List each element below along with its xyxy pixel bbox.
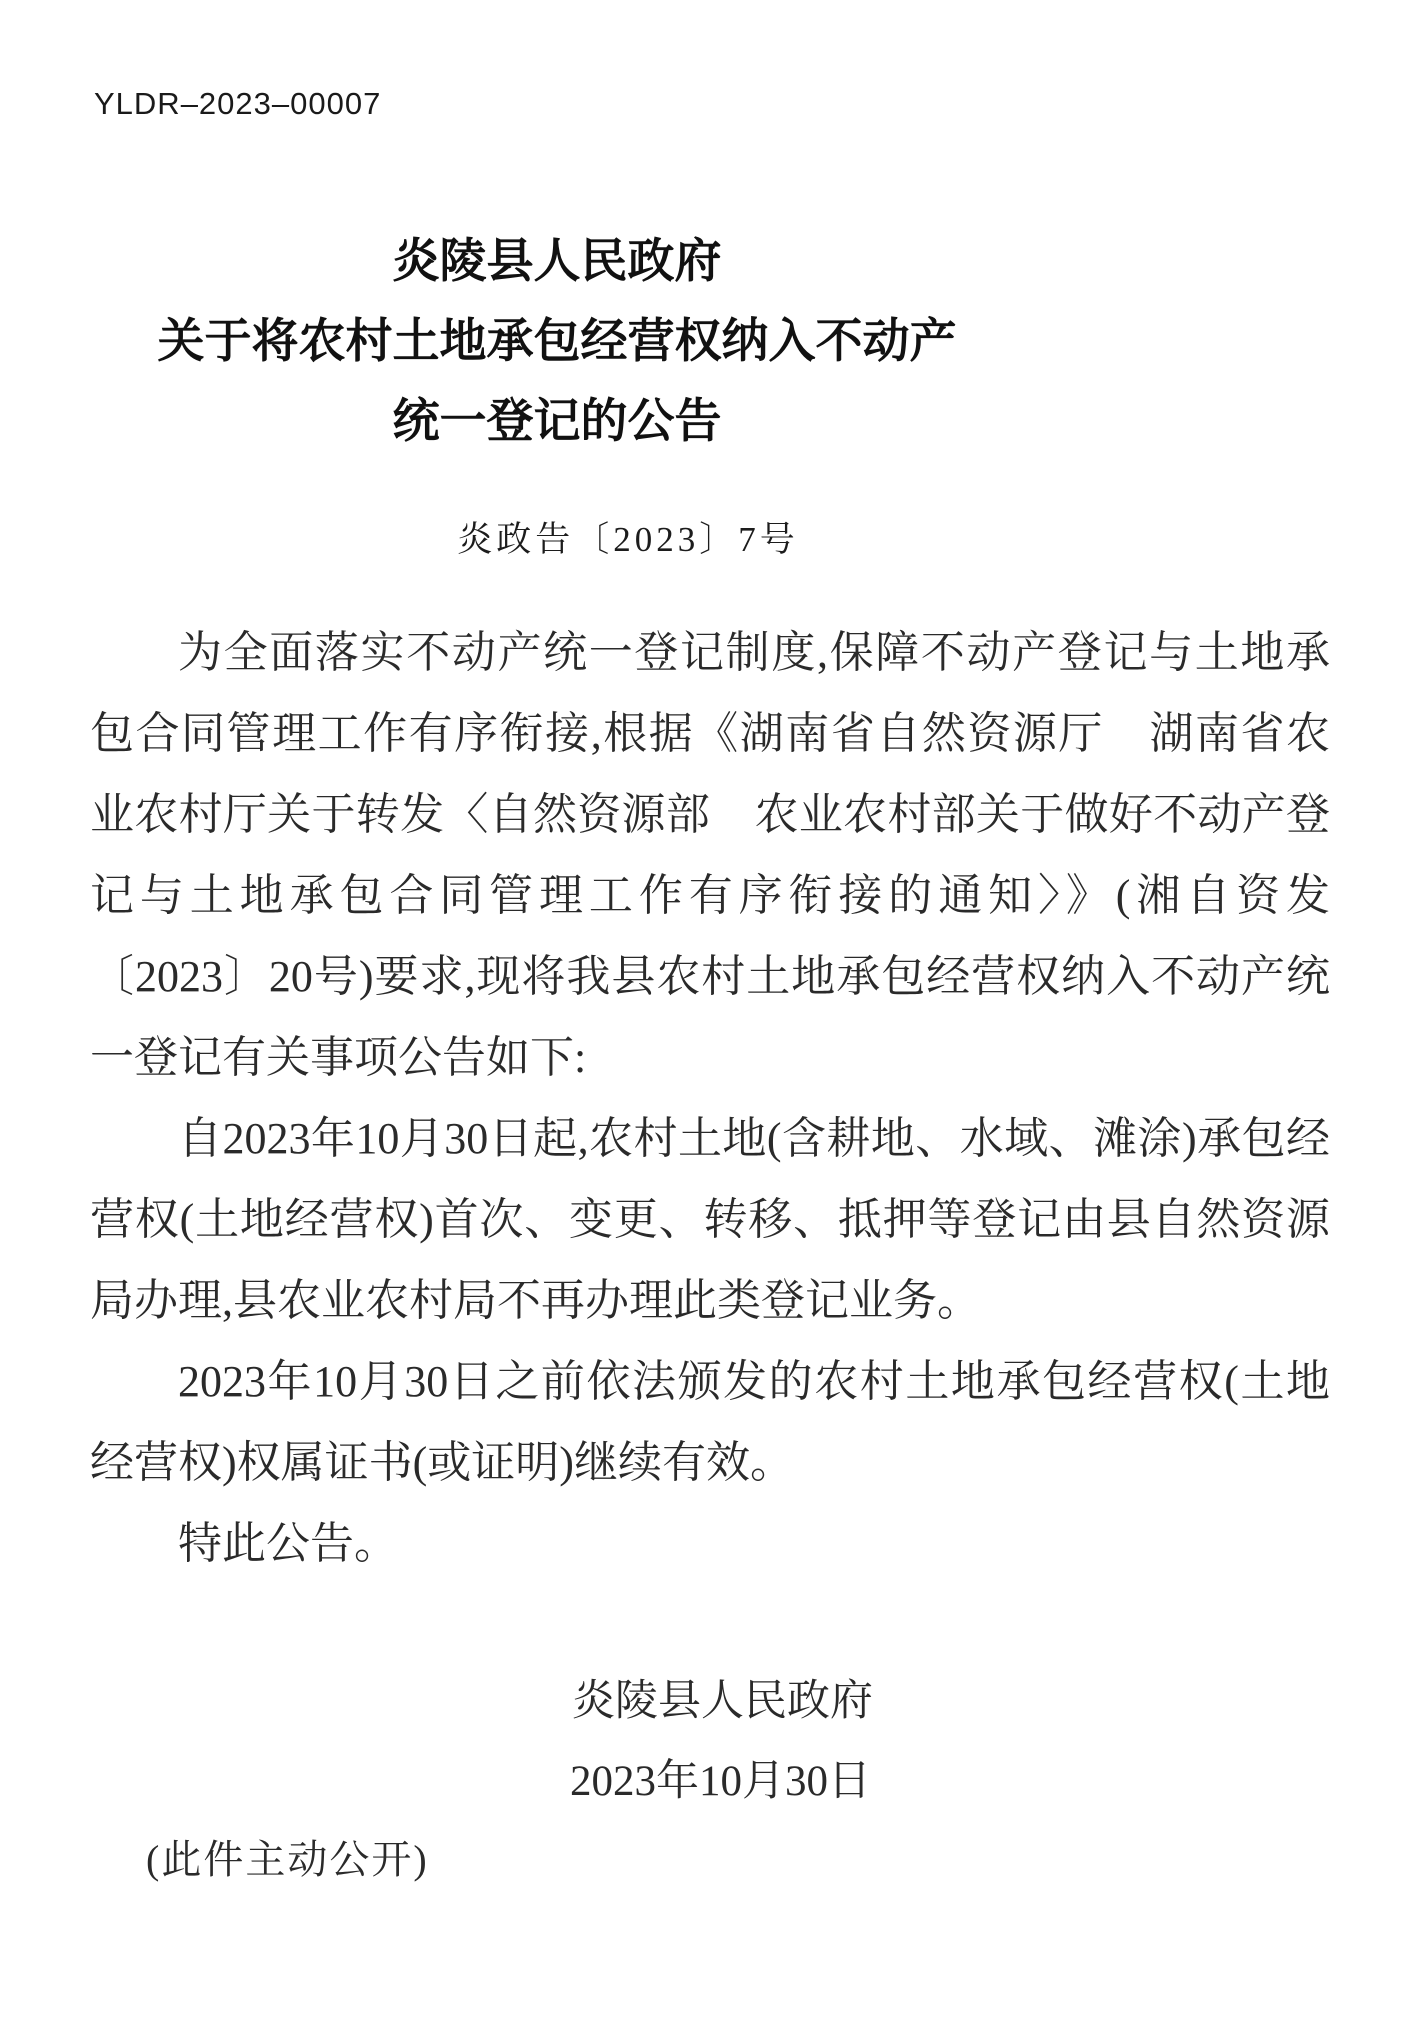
signature-issuer: 炎陵县人民政府 [572,1678,873,1725]
document-body [90,612,1330,1584]
signature-block [570,1662,873,1822]
document-reference-code: YLDR–2023–00007 [94,86,382,121]
paragraph-registration-change: 自2023年10月30日起,农村土地(含耕地、水域、滩涂)承包经营权(土地经营权)首次、变更、转移、抵押等登记由县自然资源局办理,县农业农村局不再办理此类登记业务。 [90,1114,1330,1325]
paragraph-existing-certificates: 2023年10月30日之前依法颁发的农村土地承包经营权(土地经营权)权属证书(或证明)继续有效。 [90,1357,1330,1487]
title-line-subject: 关于将农村土地承包经营权纳入不动产 [157,316,957,368]
title-line-issuer: 炎陵县人民政府 [392,236,722,288]
title-line-type: 统一登记的公告 [392,396,722,448]
paragraph-closing: 特此公告。 [178,1519,398,1568]
disclosure-note: (此件主动公开) [146,1837,429,1882]
signature-date: 2023年10月30日 [570,1758,871,1805]
document-title [88,222,1026,462]
document-number: 炎政告〔2023〕7号 [457,520,799,559]
paragraph-preamble: 为全面落实不动产统一登记制度,保障不动产登记与土地承包合同管理工作有序衔接,根据《湖南省自然资源厅 湖南省农业农村厅关于转发〈自然资源部 农业农村部关于做好不动产登记与土地承包合同管理工作有序衔接的通知〉》(湘自资发〔2023〕20号)要求,现将我县农村土地承包经营权纳入不动产统一登记有关事项公告如下: [90,628,1330,1082]
